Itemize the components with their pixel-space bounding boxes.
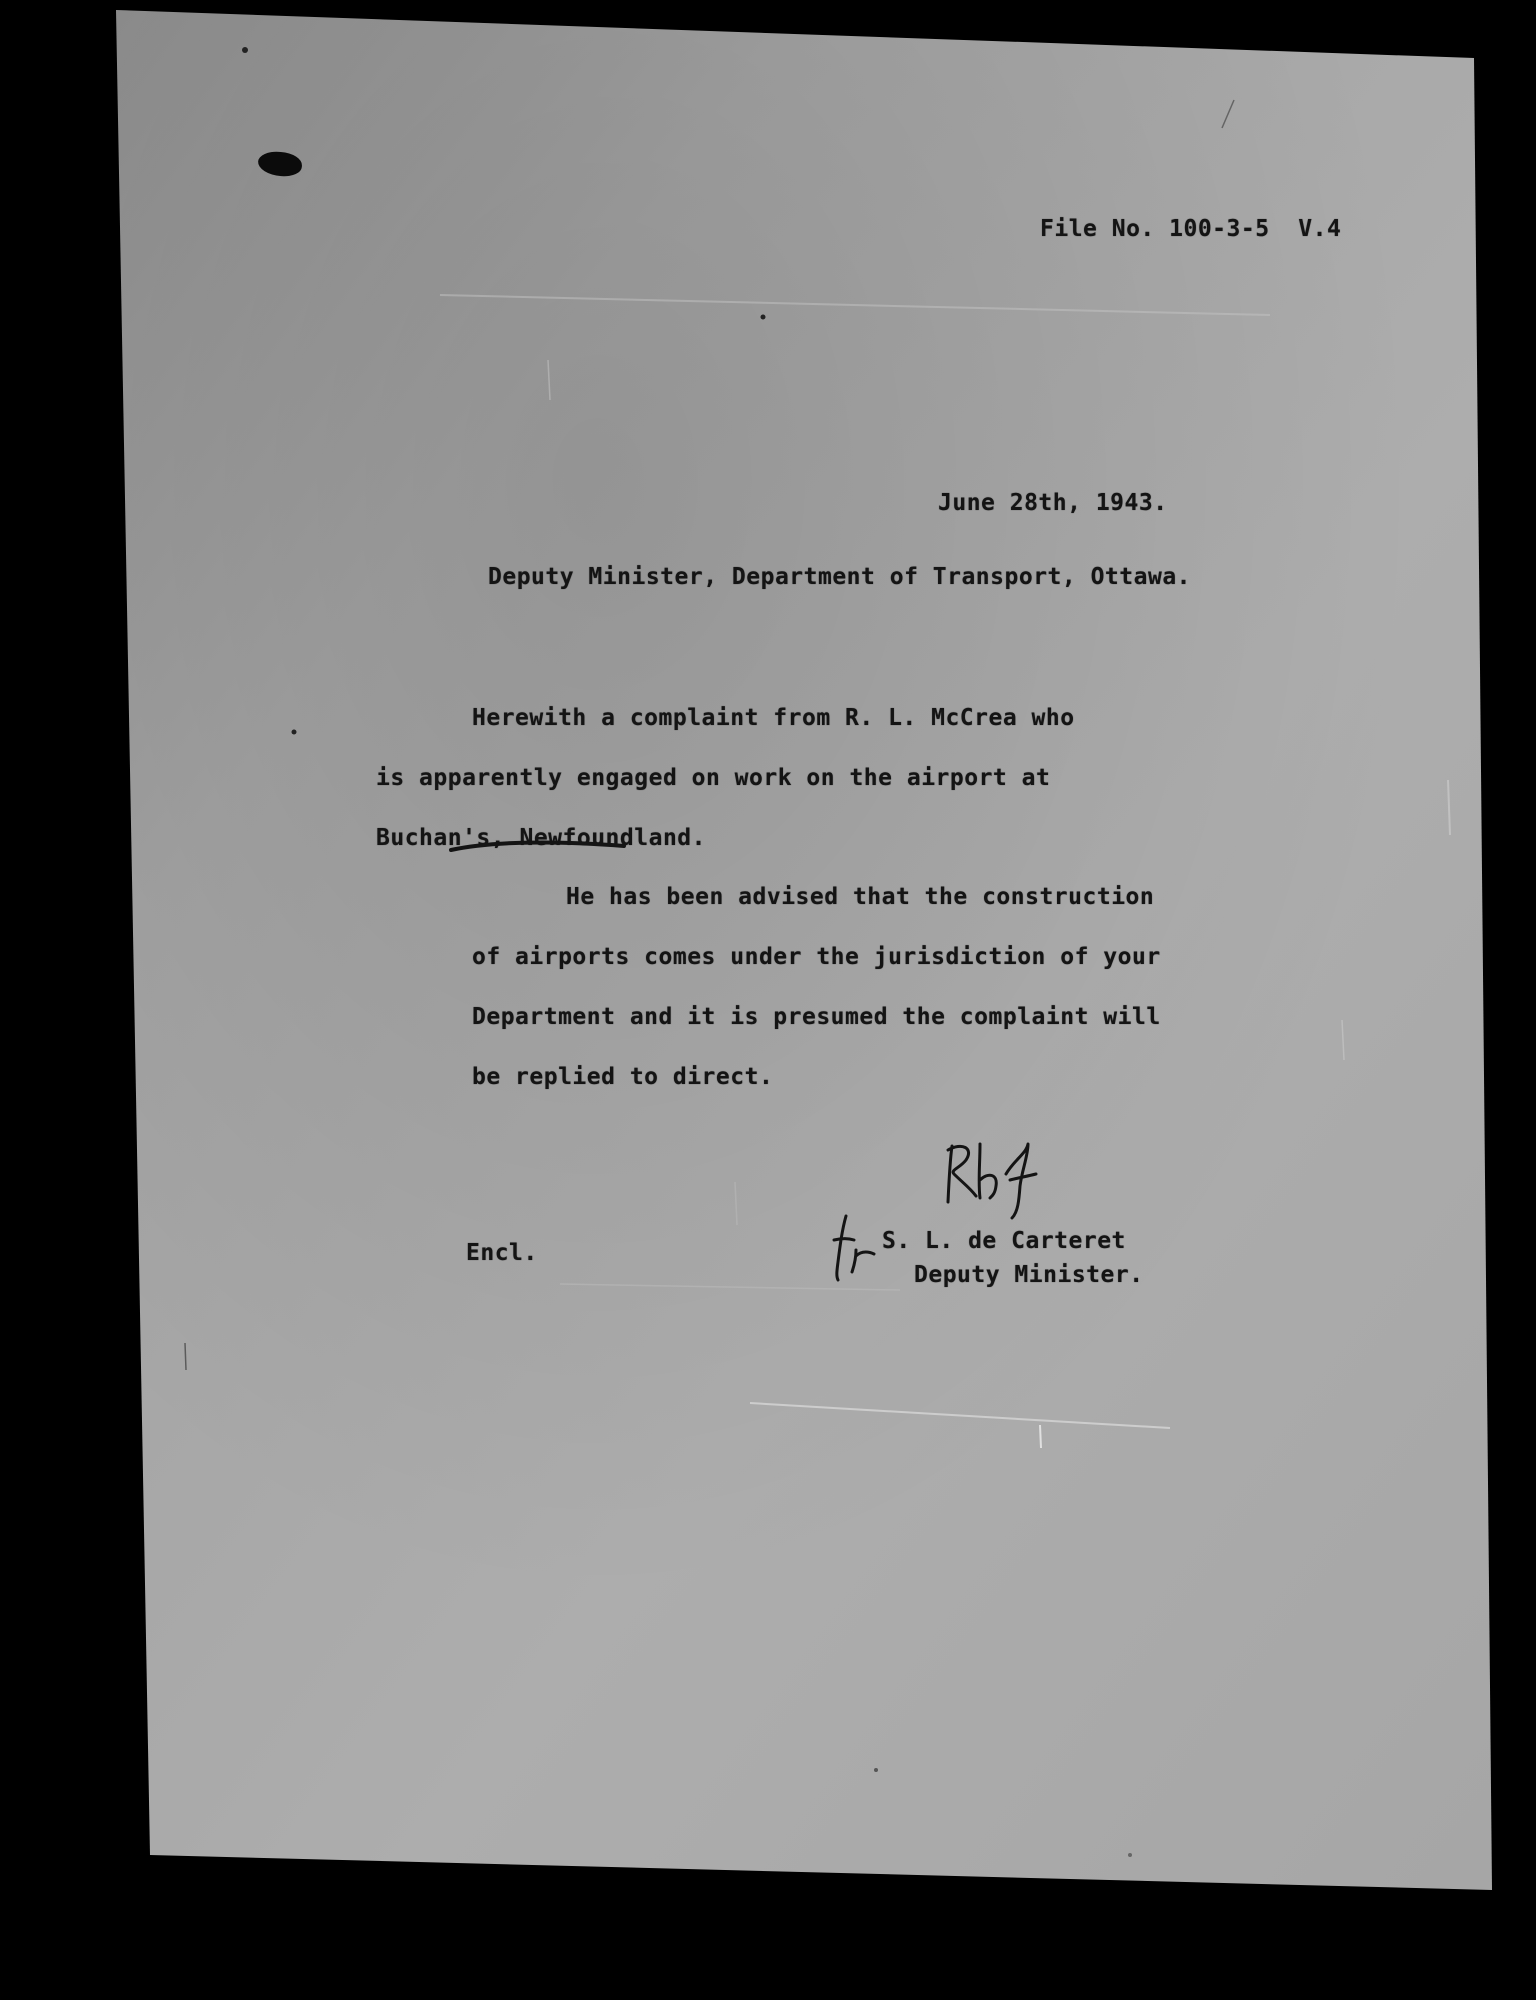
- handwritten-initials: [940, 1140, 1044, 1222]
- paragraph-1-line-3: Buchan's, Newfoundland.: [376, 825, 706, 851]
- signatory-name: S. L. de Carteret: [882, 1228, 1126, 1254]
- paragraph-2-line-1: He has been advised that the construction: [566, 884, 1155, 910]
- paragraph-2-line-2: of airports comes under the jurisdiction of your: [472, 944, 1161, 970]
- signatory-title: Deputy Minister.: [914, 1262, 1144, 1288]
- paragraph-2: [472, 867, 1161, 1107]
- paragraph-2-line-3: Department and it is presumed the complaint will: [472, 1004, 1161, 1030]
- paragraph-1-line-1: Herewith a complaint from R. L. McCrea who: [472, 705, 1075, 731]
- paragraph-1-line-2: is apparently engaged on work on the airport at: [376, 765, 1051, 791]
- enclosure-note: Encl.: [466, 1240, 538, 1266]
- file-number: File No. 100-3-5 V.4: [1040, 216, 1342, 242]
- letter-date: June 28th, 1943.: [938, 490, 1168, 516]
- handwritten-underline: [448, 834, 628, 864]
- recipient-line: Deputy Minister, Department of Transport, Ottawa.: [488, 564, 1192, 590]
- handwritten-per-mark: [832, 1210, 878, 1284]
- paragraph-2-line-4: be replied to direct.: [472, 1064, 774, 1090]
